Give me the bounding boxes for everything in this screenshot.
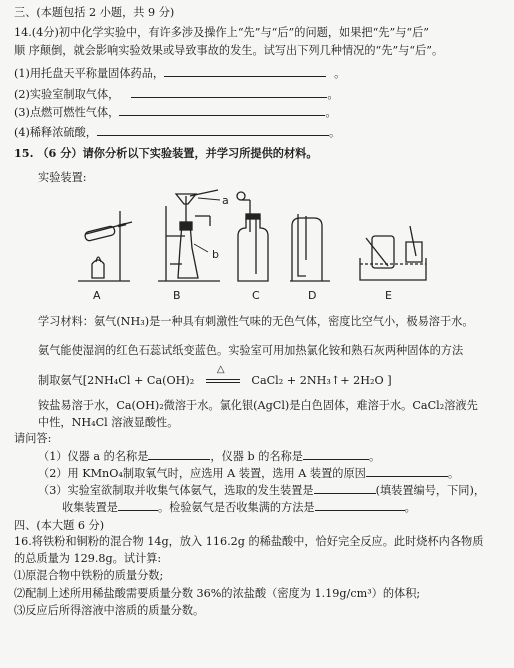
callout-a: a bbox=[222, 194, 229, 207]
instrument-b-blank[interactable] bbox=[303, 449, 369, 460]
full-check-blank[interactable] bbox=[315, 500, 405, 511]
q15-subquestion-1 bbox=[38, 449, 380, 464]
q15-3-text-b: (填装置编号，下同)， bbox=[375, 484, 486, 497]
equation-heat-condition: △ bbox=[216, 364, 225, 375]
ask-heading: 请问答: bbox=[14, 432, 52, 445]
q14-item-4-end: 。 bbox=[328, 126, 341, 139]
q14-answer-blank-4[interactable] bbox=[97, 125, 329, 136]
equation-arrow bbox=[206, 364, 240, 388]
q16-part-3: ⑶反应后所得溶液中溶质的质量分数。 bbox=[14, 604, 205, 617]
q15-3-end: 。 bbox=[404, 501, 416, 514]
q14-item-1 bbox=[14, 66, 345, 81]
instrument-a-blank[interactable] bbox=[148, 449, 210, 460]
q14-item-3-text: (3)点燃可燃性气体， bbox=[14, 106, 120, 119]
label-b: B bbox=[173, 289, 181, 302]
reason-blank[interactable] bbox=[366, 466, 448, 477]
generator-blank[interactable] bbox=[314, 483, 376, 494]
q14-item-1-text: (1)用托盘天平称量固体药品， bbox=[14, 67, 165, 80]
q15-1-text-a: （1）仪器 a 的名称是 bbox=[38, 450, 149, 463]
apparatus-e bbox=[360, 226, 426, 280]
q15-2-text: （2）用 KMnO₄制取氧气时，应选用 A 装置，选用 A 装置的原因 bbox=[38, 467, 366, 480]
section-3-heading: 三、(本题包括 2 小题，共 9 分) bbox=[14, 6, 175, 19]
q14-item-4-text: (4)稀释浓硫酸， bbox=[14, 126, 97, 139]
q15-3-text-a: （3）实验室欲制取并收集气体氨气，选取的发生装置是 bbox=[38, 484, 314, 497]
material-line-2: 氨气能使湿润的红色石蕊试纸变蓝色。实验室可用加热氯化铵和熟石灰两种固体的方法 bbox=[38, 344, 464, 357]
q14-item-3 bbox=[14, 105, 337, 120]
reaction-equation bbox=[38, 364, 392, 388]
q14-item-2-end: 。 bbox=[327, 88, 339, 101]
q15-2-end: 。 bbox=[447, 467, 460, 480]
section-4-heading: 四、(本大题 6 分) bbox=[14, 519, 105, 532]
equation-reactants: 制取氨气[2NH₄Cl + Ca(OH)₂ bbox=[38, 374, 195, 387]
q15-1-end: 。 bbox=[369, 450, 381, 463]
equation-products: CaCl₂ + 2NH₃↑+ 2H₂O ] bbox=[251, 374, 392, 387]
q15-3-text-c: 收集装置是 bbox=[62, 501, 118, 514]
material-line-1: 学习材料：氨气(NH₃)是一种具有刺激性气味的无色气体，密度比空气小，极易溶于水。 bbox=[38, 315, 474, 328]
q15-1-text-b: ，仪器 b 的名称是 bbox=[210, 450, 303, 463]
apparatus-d bbox=[290, 214, 330, 281]
q14-item-1-end: 。 bbox=[334, 67, 346, 80]
apparatus-c bbox=[237, 192, 268, 281]
label-e: E bbox=[385, 289, 392, 302]
apparatus-heading: 实验装置: bbox=[38, 171, 87, 184]
q15-subquestion-3 bbox=[38, 483, 485, 498]
q16-part-2: ⑵配制上述所用稀盐酸需要质量分数 36%的浓盐酸（密度为 1.19g/cm³）的体积; bbox=[14, 587, 421, 600]
q15-subquestion-3-cont bbox=[62, 500, 416, 515]
q14-intro-line-1: 14.(4分)初中化学实验中，有许多涉及操作上“先”与“后”的问题，如果把“先”与“后” bbox=[14, 26, 430, 39]
q16-line-1: 16.将铁粉和铜粉的混合物 14g，放入 116.2g 的稀盐酸中，恰好完全反应。此时烧杯内各物质 bbox=[14, 535, 484, 548]
q14-answer-blank-1[interactable] bbox=[164, 66, 326, 77]
label-a: A bbox=[93, 289, 101, 302]
q14-answer-blank-2[interactable] bbox=[131, 87, 327, 98]
label-c: C bbox=[252, 289, 260, 302]
q16-line-2: 的总质量为 129.8g。试计算: bbox=[14, 552, 162, 565]
apparatus-b bbox=[158, 190, 220, 281]
material-line-3: 铵盐易溶于水，Ca(OH)₂微溶于水。氯化银(AgCl)是白色固体，难溶于水。CaCl₂溶液先 bbox=[38, 399, 478, 412]
q14-item-2 bbox=[14, 87, 339, 102]
q14-item-4 bbox=[14, 125, 340, 140]
apparatus-a bbox=[78, 211, 132, 281]
label-d: D bbox=[308, 289, 317, 302]
collector-blank[interactable] bbox=[118, 500, 158, 511]
callout-b: b bbox=[212, 248, 219, 261]
q15-title: 15. （6 分）请你分析以下实验装置，并学习所提供的材料。 bbox=[14, 146, 318, 160]
apparatus-diagram bbox=[70, 186, 490, 294]
material-line-4: 中性，NH₄Cl 溶液显酸性。 bbox=[38, 416, 179, 429]
q14-answer-blank-3[interactable] bbox=[119, 105, 325, 116]
q16-part-1: ⑴原混合物中铁粉的质量分数; bbox=[14, 569, 164, 582]
q14-item-3-end: 。 bbox=[325, 106, 337, 119]
q15-3-text-d: 。检验氨气是否收集满的方法是 bbox=[157, 501, 315, 514]
q15-subquestion-2 bbox=[38, 466, 459, 481]
q14-item-2-text: (2)实验室制取气体， bbox=[14, 88, 120, 101]
q14-intro-line-2: 顺 序颠倒，就会影响实验效果或导致事故的发生。试写出下列几种情况的“先”与“后”。 bbox=[14, 44, 444, 57]
